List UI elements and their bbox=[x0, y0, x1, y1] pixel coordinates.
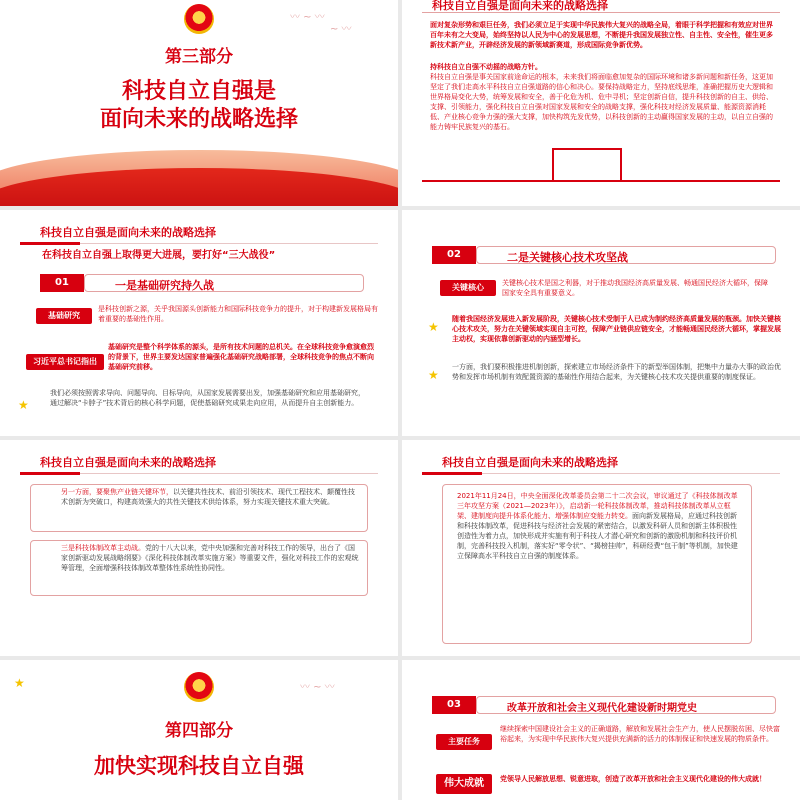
paragraph-lead: 持科技自立自强不动摇的战略方针。 bbox=[430, 63, 542, 71]
dove-icon: 〰 ~ 〰 bbox=[290, 12, 325, 23]
section-title-box bbox=[476, 246, 776, 264]
tag-text: 党领导人民解放思想、锐意进取，创造了改革开放和社会主义现代化建设的伟大成就！ bbox=[500, 775, 766, 783]
bottom-rule bbox=[422, 180, 780, 182]
slide-industry-chain[interactable] bbox=[0, 440, 398, 656]
section-title-box bbox=[84, 274, 364, 292]
tag-key-core: 关键核心 bbox=[440, 280, 496, 296]
section-title: 一是基础研究持久战 bbox=[115, 279, 214, 292]
tag-basic-research: 基础研究 bbox=[36, 308, 92, 324]
slide-header: 科技自立自强是面向未来的战略选择 bbox=[40, 456, 216, 469]
paragraph-lead: 三是科技体制改革主动战。 bbox=[61, 544, 145, 552]
slide-header: 科技自立自强是面向未来的战略选择 bbox=[432, 0, 608, 12]
slide-reform-plan[interactable] bbox=[402, 440, 800, 656]
tag-text: 继续探索中国建设社会主义的正确道路，解放和发展社会生产力，使人民摆脱贫困、尽快富裕起来，为实现中华民族伟大复兴提供充满新的活力的体制保证和快速发展的物质条件。 bbox=[500, 725, 780, 743]
slide-title: 加快实现科技自立自强 bbox=[94, 754, 304, 778]
tag-text: 关键核心技术是国之利器，对于推动我国经济高质量发展、畅通国民经济大循环，保障国家安全具有重要意义。 bbox=[502, 279, 768, 297]
slide-title-line1: 科技自立自强是 bbox=[121, 79, 276, 104]
header-divider bbox=[20, 473, 378, 474]
paragraph-lead: 另一方面，要聚焦产业链关键环节， bbox=[61, 488, 173, 496]
paragraph-lead: 2021年11月24日，中央全面深化改革委员会第二十二次会议，审议通过了《科技体制改革三年攻坚方案（2021—2023年）》，启动新一轮科技体制改革，推动科技体制改革从立框架、建制度向提升体系化能力、增强体制应变能力转变。 bbox=[457, 492, 738, 520]
box-paragraph bbox=[61, 543, 361, 573]
star-icon: ★ bbox=[14, 676, 25, 690]
slide-subtitle: 在科技自立自强上取得更大进展，要打好“三大战役” bbox=[42, 250, 276, 261]
tag-xi-says: 习近平总书记指出 bbox=[26, 354, 104, 370]
section-title: 二是关键核心技术攻坚战 bbox=[507, 251, 628, 264]
slide-strategy-text[interactable] bbox=[402, 0, 800, 206]
paragraph-body: 面向新发展格局，应通过科技创新和科技体制改革，促进科技与经济社会发展的紧密结合，以激发科研人员和创新主体积极性创造性为着力点，加快形成并实施有利于科技人才潜心研究和创新的激励机制和科技评价机制，完善科技投入机制，落实好“零令状”、“揭榜挂帅”，科研经费“包干制”等机制，加快建立保障高水平科技自立自强的制度体系。 bbox=[457, 512, 738, 560]
tag-achievement: 伟大成就 bbox=[436, 774, 492, 794]
paragraph-body: 以关键共性技术、前沿引领技术、现代工程技术、颠覆性技术创新为突破口，构建高效强大的共性关键技术供给体系，努力实现关键技术重大突破。 bbox=[61, 488, 355, 506]
header-divider bbox=[20, 243, 378, 244]
dove-icon: 〰 ~ 〰 bbox=[300, 682, 335, 693]
part-label: 第三部分 bbox=[165, 47, 233, 67]
dove-icon: ~ 〰 bbox=[330, 24, 352, 35]
tiananmen-icon bbox=[552, 148, 622, 180]
body-paragraph-red: 随着我国经济发展进入新发展阶段，关键核心技术受制于人已成为制约经济高质量发展的瓶颈。加快关键核心技术攻关，努力在关键领域实现自主可控，保障产业链供应链安全，才能畅通国民经济大循环，掌握发展主动权，实现依靠创新驱动的内涵型增长。 bbox=[452, 315, 781, 343]
content-box bbox=[442, 484, 752, 644]
part-label: 第四部分 bbox=[165, 721, 233, 741]
tag-main-task: 主要任务 bbox=[436, 734, 492, 750]
intro-paragraph: 面对复杂形势和艰巨任务，我们必须立足于实现中华民族伟大复兴的战略全局，着眼于科学把握和有效应对世界百年未有之大变局，始终坚持以人民为中心的发展思想，不断提升我国发展独立性、自主性、安全性，催生更多新技术新产业，开辟经济发展的新领域新赛道，形成国际竞争新优势。 bbox=[430, 21, 773, 49]
tag-text: 是科技创新之源，关乎我国源头创新能力和国际科技竞争力的提升，对于构建新发展格局有着重要的基础性作用。 bbox=[98, 305, 378, 323]
content-box bbox=[30, 540, 368, 596]
box-paragraph bbox=[457, 491, 743, 561]
section-number: 01 bbox=[40, 274, 84, 292]
section-title-box bbox=[476, 696, 776, 714]
slide-key-tech[interactable] bbox=[402, 210, 800, 436]
slide-header: 科技自立自强是面向未来的战略选择 bbox=[442, 456, 618, 469]
content-box bbox=[30, 484, 368, 532]
slide-basic-research[interactable] bbox=[0, 210, 398, 436]
paragraph-body: 党的十八大以来，党中央加强和完善对科技工作的领导，出台了《国家创新驱动发展战略纲要》《深化科技体制改革实施方案》等重要文件，强化对科技工作的宏观统筹管理，全面增强科技体制改革整体性系统性协同性。 bbox=[61, 544, 359, 572]
section-number: 02 bbox=[432, 246, 476, 264]
slide-title-line2: 面向未来的战略选择 bbox=[99, 107, 298, 132]
slide-part3-cover[interactable] bbox=[0, 0, 398, 206]
body-paragraph: 我们必须按照需求导向、问题导向、目标导向，从国家发展需要出发，加强基础研究和应用基础研究，通过解决“卡脖子”技术背后的核心科学问题，促使基础研究成果走向应用，从而提升自主创新能力。 bbox=[50, 389, 365, 407]
star-icon: ★ bbox=[428, 368, 439, 382]
quote-text: 基础研究是整个科学体系的源头，是所有技术问题的总机关。在全球科技竞争愈演愈烈的背景下，世界主要发达国家普遍强化基础研究战略部署，全球科技竞争的焦点不断向基础研究前移。 bbox=[108, 343, 374, 371]
box-paragraph bbox=[61, 487, 361, 507]
section-title: 改革开放和社会主义现代化建设新时期党史 bbox=[507, 703, 697, 714]
national-emblem-icon bbox=[184, 672, 214, 702]
header-divider bbox=[422, 12, 780, 13]
body-paragraph: 一方面，我们要积极推进机制创新，探索建立市场经济条件下的新型举国体制，把集中力量办大事的政治优势和发挥市场机制有效配置资源的基础性作用结合起来，为关键核心技术攻关提供重要的制度保证。 bbox=[452, 363, 781, 381]
section-number: 03 bbox=[432, 696, 476, 714]
slide-part4-cover[interactable] bbox=[0, 660, 398, 800]
national-emblem-icon bbox=[184, 4, 214, 34]
star-icon: ★ bbox=[18, 398, 29, 412]
slide-header: 科技自立自强是面向未来的战略选择 bbox=[40, 226, 216, 239]
slide-party-history[interactable] bbox=[402, 660, 800, 800]
body-paragraph: 科技自立自强是事关国家前途命运的根本，未来我们将面临愈加复杂的国际环境和诸多新问题和新任务，这更加坚定了我们走高水平科技自立自强道路的信心和决心。要保持战略定力，坚持底线思维，准确把握历史大逻辑和世界格局变化大势，统筹发展和安全，善于化危为机、危中寻机；坚定创新自信，提升科技创新的自主、供给、支撑、引领能力，强化科技自立自强对国家发展和安全的战略支撑，强化科技对经济发展质量、能源资源消耗低、产业核心竞争力强的强大支撑，加快构筑先发优势，以科技创新的主动赢得国家发展的主动，以自立自强的能力铸牢民族复兴的基石。 bbox=[430, 73, 773, 131]
header-divider bbox=[422, 473, 780, 474]
star-icon: ★ bbox=[428, 320, 439, 334]
